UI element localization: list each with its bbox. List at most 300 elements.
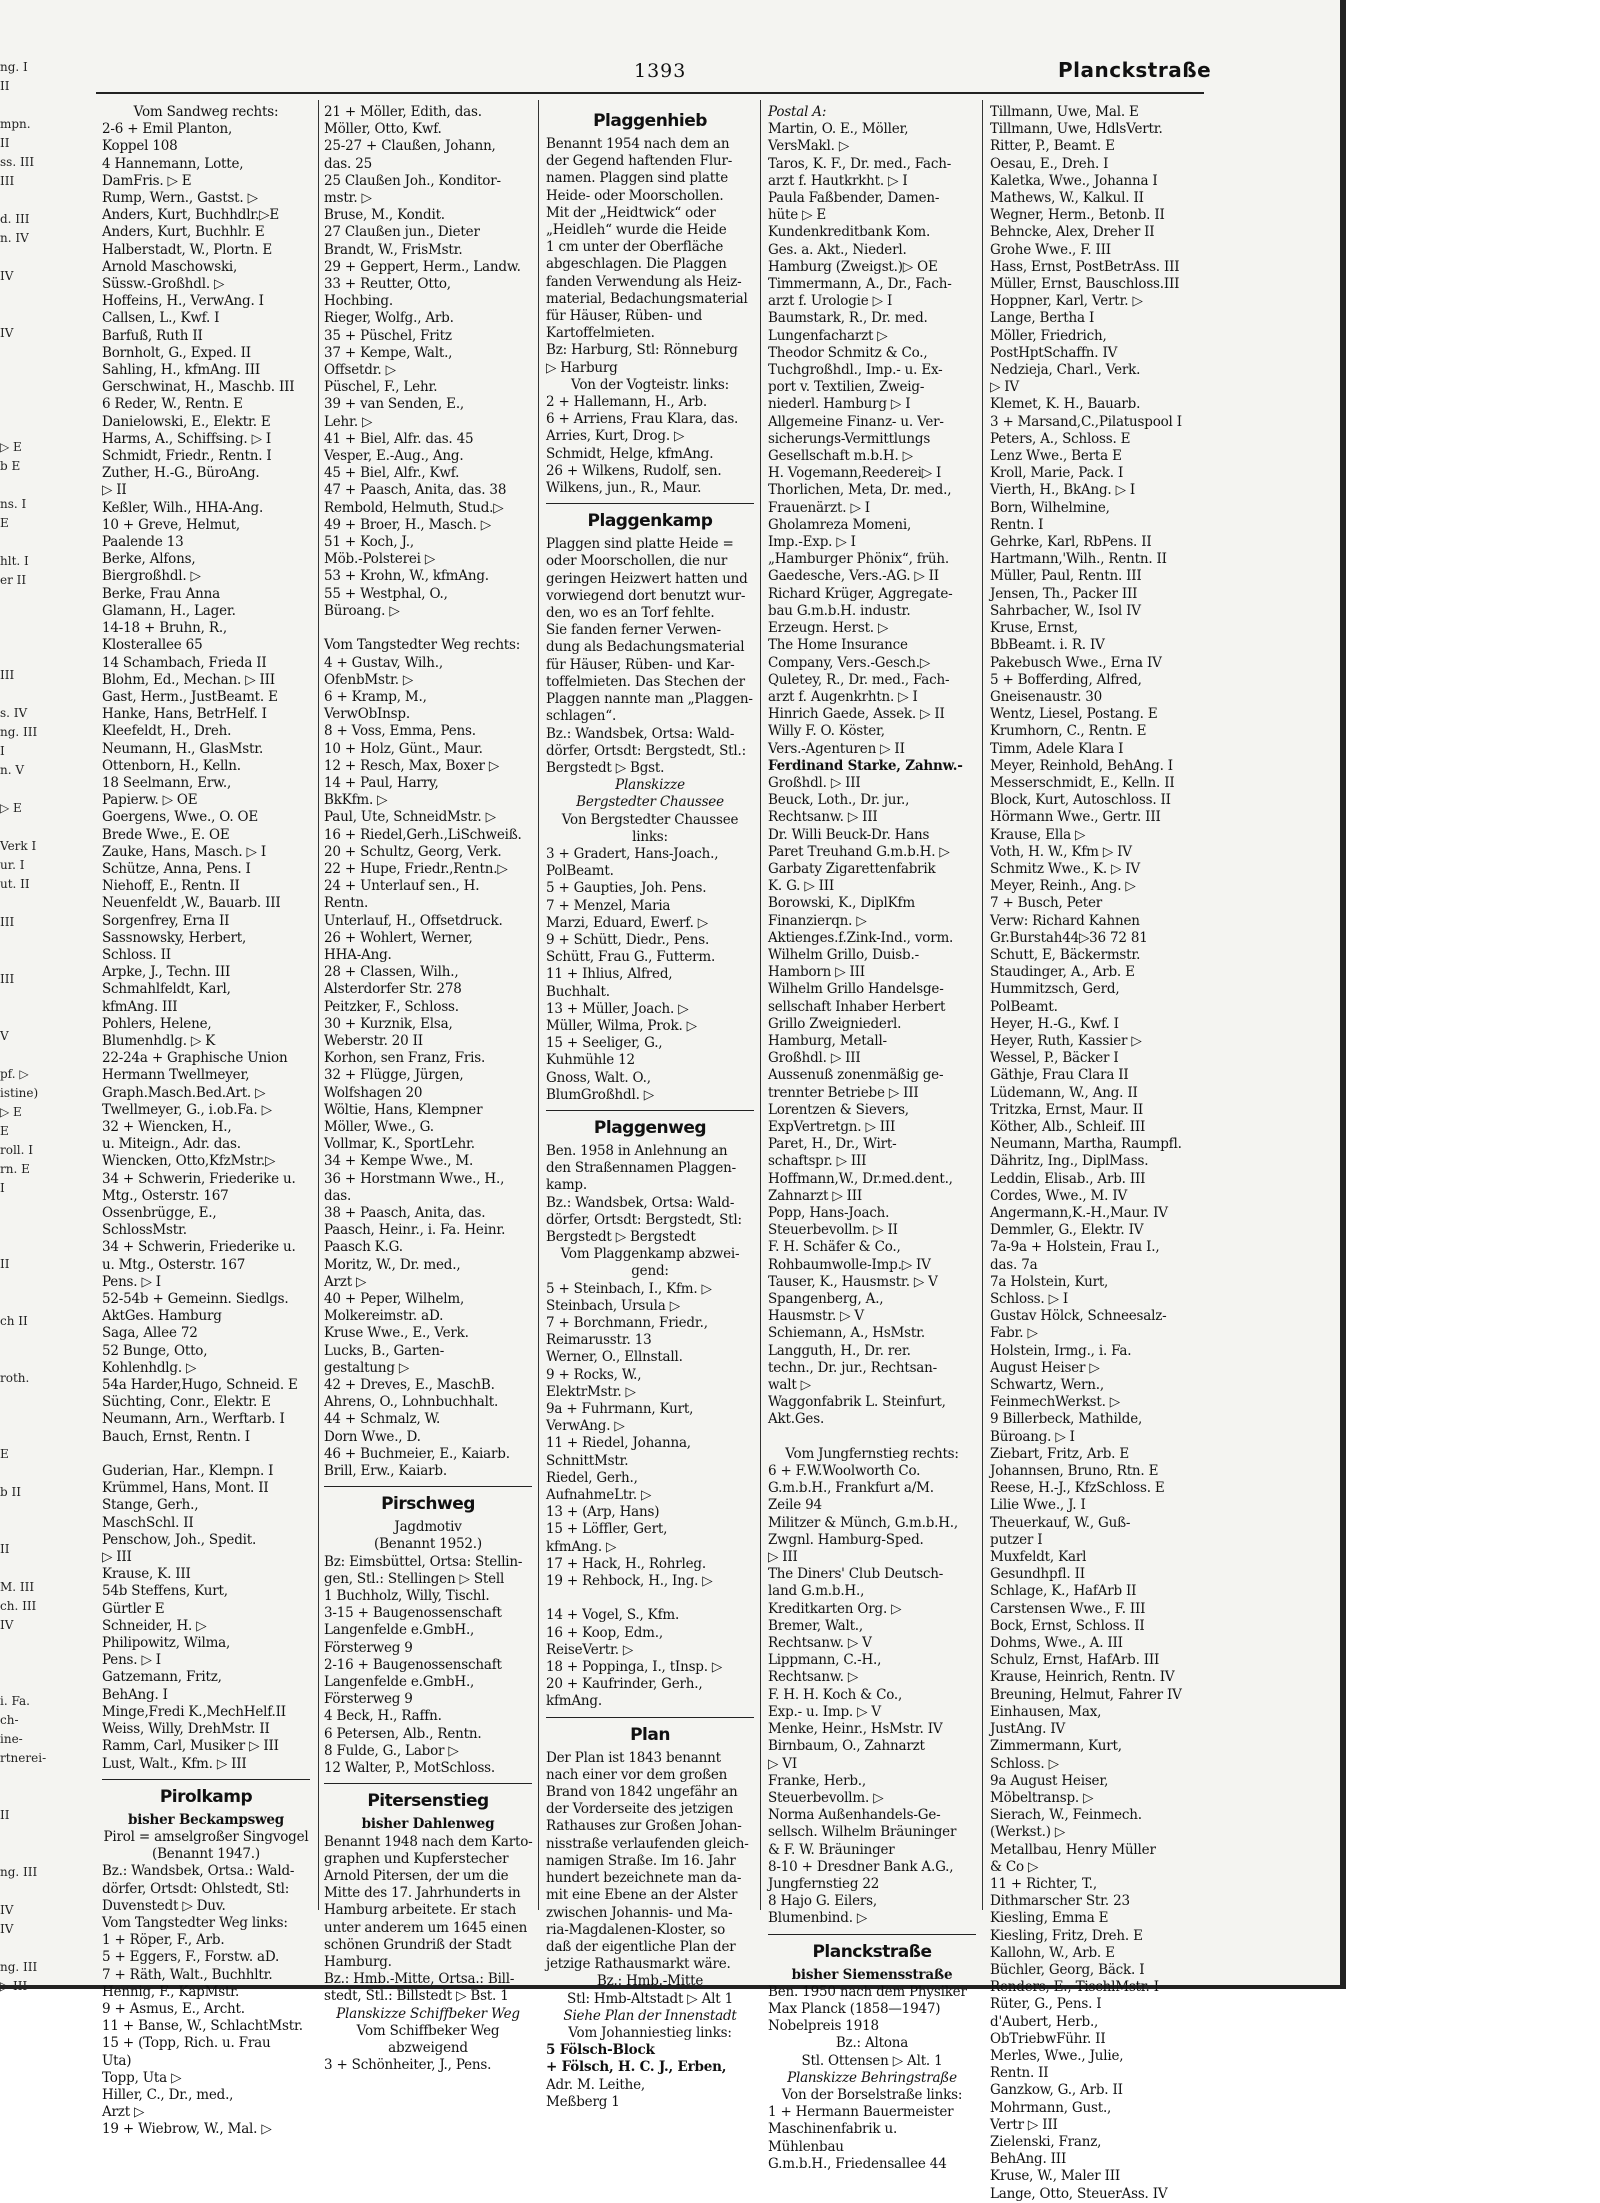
directory-entry: Graph.Masch.Bed.Art. ▷ — [102, 1084, 266, 1101]
directory-entry: Bz.: Hmb.-Mitte, Ortsa.: Bill- — [324, 1971, 515, 1988]
directory-entry: Püschel, F., Lehr. — [324, 379, 438, 396]
directory-entry: Richard Krüger, Aggregate- — [768, 585, 953, 602]
gutter-fragment: M. III — [0, 1580, 35, 1594]
directory-entry: 16 + Koop, Edm., — [546, 1624, 663, 1641]
street-heading: Planckstraße — [812, 1941, 932, 1962]
gutter-fragment: n. V — [0, 763, 25, 777]
directory-entry: Breuning, Helmut, Fahrer IV — [990, 1686, 1182, 1703]
directory-entry: Vom Sandweg rechts: — [133, 104, 279, 120]
directory-entry: Schmahlfeldt, Karl, — [102, 981, 231, 998]
directory-entry: Tillmann, Uwe, Mal. E — [990, 104, 1139, 120]
directory-entry: Plaggen sind platte Heide = — [546, 536, 734, 553]
directory-entry: Molkereimstr. aD. — [324, 1308, 444, 1325]
gutter-fragment: II — [0, 79, 10, 93]
column-5 — [990, 104, 1198, 2202]
directory-entry: Büchler, Georg, Bäck. I — [990, 1961, 1145, 1978]
directory-entry: 3 + Gradert, Hans-Joach., — [546, 845, 719, 862]
directory-entry: Dähritz, Ing., DiplMass. — [990, 1153, 1149, 1170]
directory-entry: Birnbaum, O., Zahnarzt — [768, 1738, 925, 1755]
directory-entry: HHA-Ang. — [324, 946, 392, 963]
directory-entry: F. H. Schäfer & Co., — [768, 1239, 901, 1256]
directory-entry: 3 + Marsand,C.,Pilatuspool I — [990, 413, 1182, 430]
gutter-fragment: ch. III — [0, 1599, 37, 1613]
directory-entry: Paasch K.G. — [324, 1239, 403, 1256]
directory-entry: Marzi, Eduard, Ewerf. ▷ — [546, 914, 708, 931]
directory-entry: Hausmstr. ▷ V — [768, 1308, 864, 1325]
directory-entry: Bauch, Ernst, Rentn. I — [102, 1428, 250, 1445]
directory-entry: Nedzieja, Charl., Verk. — [990, 362, 1141, 379]
directory-entry: Schloss. II — [102, 946, 171, 963]
directory-entry: schaftspr. ▷ III — [768, 1153, 867, 1170]
directory-entry: 34 + Schwerin, Friederike u. — [102, 1170, 296, 1187]
directory-entry: Kaletka, Wwe., Johanna I — [990, 172, 1158, 189]
directory-entry: DamFris. ▷ E — [102, 172, 192, 189]
directory-entry: ▷ III — [768, 1549, 798, 1566]
directory-entry: Saga, Allee 72 — [102, 1325, 198, 1342]
directory-entry: 6 + F.W.Woolworth Co. — [768, 1463, 921, 1480]
directory-entry: Ben. 1958 in Anlehnung an — [546, 1142, 728, 1159]
directory-entry: 14 + Vogel, S., Kfm. — [546, 1607, 680, 1624]
column-3 — [546, 104, 754, 2110]
directory-entry: niederl. Hamburg ▷ I — [768, 396, 911, 413]
directory-entry: Rentn. — [324, 895, 369, 912]
directory-entry: Lust, Walt., Kfm. ▷ III — [102, 1755, 247, 1772]
directory-entry: Försterweg 9 — [324, 1639, 413, 1656]
directory-entry: Benannt 1948 nach dem Karto- — [324, 1833, 533, 1850]
directory-entry: 26 + Wilkens, Rudolf, sen. — [546, 462, 722, 479]
directory-entry: Meyer, Reinhold, BehAng. I — [990, 757, 1173, 774]
directory-entry: Gatzemann, Fritz, — [102, 1669, 222, 1686]
directory-entry: Arzt ▷ — [324, 1273, 367, 1290]
directory-entry: namigen Straße. Im 16. Jahr — [546, 1852, 736, 1869]
directory-entry: Moritz, W., Dr. med., — [324, 1256, 461, 1273]
gutter-fragment: ng. III — [0, 1865, 38, 1879]
directory-entry: Lange, Bertha I — [990, 310, 1095, 327]
directory-entry: 40 + Peper, Wilhelm, — [324, 1291, 465, 1308]
directory-entry: 42 + Dreves, E., MaschB. — [324, 1377, 495, 1394]
directory-entry — [768, 1429, 976, 1446]
gutter-fragment: ▷ III — [0, 1979, 28, 1993]
directory-entry: Neumann, H., GlasMstr. — [102, 740, 264, 757]
gutter-fragment: ▷ E — [0, 801, 22, 815]
directory-entry: Tillmann, Uwe, HdlsVertr. — [990, 121, 1163, 138]
directory-entry: Unterlauf, H., Offsetdruck. — [324, 912, 503, 929]
directory-entry: Willy F. O. Köster, — [768, 723, 885, 740]
directory-entry: material, Bedachungsmaterial — [546, 290, 748, 307]
gutter-fragment: ine- — [0, 1732, 23, 1746]
directory-entry: JustAng. IV — [990, 1721, 1066, 1738]
directory-entry: Company, Vers.-Gesch.▷ — [768, 654, 931, 671]
directory-entry: Reese, H.-J., KfzSchloss. E — [990, 1480, 1165, 1497]
directory-entry: Aktienges.f.Zink-Ind., vorm. — [768, 929, 954, 946]
directory-entry: 30 + Kurznik, Elsa, — [324, 1015, 453, 1032]
directory-entry: August Heiser ▷ — [990, 1359, 1100, 1376]
directory-entry: 11 + Banse, W., SchlachtMstr. — [102, 2018, 303, 2035]
directory-entry: VerwObInsp. — [324, 706, 410, 723]
directory-entry: Gneisenaustr. 30 — [990, 688, 1103, 705]
directory-entry: 37 + Kempe, Walt., — [324, 344, 453, 361]
directory-entry: PolBeamt. — [546, 863, 614, 880]
directory-entry: Krause, K. III — [102, 1566, 191, 1583]
directory-entry: Behncke, Alex, Dreher II — [990, 224, 1155, 241]
directory-entry: Lucks, B., Garten- — [324, 1342, 445, 1359]
directory-entry: 6 + Arriens, Frau Klara, das. — [546, 411, 739, 428]
directory-entry: Kohlenhdlg. ▷ — [102, 1359, 197, 1376]
directory-entry: 4 + Gustav, Wilh., — [324, 654, 443, 671]
directory-entry: + Fölsch, H. C. J., Erben, — [546, 2059, 727, 2076]
directory-entry: Wiencken, Otto,KfzMstr.▷ — [102, 1153, 276, 1170]
gutter-fragment: roth. — [0, 1371, 30, 1385]
directory-entry: AufnahmeLtr. ▷ — [546, 1487, 652, 1504]
directory-entry: Berke, Alfons, — [102, 551, 196, 568]
directory-entry: Gesellschaft m.b.H. ▷ — [768, 448, 913, 465]
directory-entry: 12 + Resch, Max, Boxer ▷ — [324, 757, 500, 774]
directory-entry: 7 + Busch, Peter — [990, 895, 1102, 912]
directory-entry: Kruse, W., Maler III — [990, 2168, 1121, 2185]
directory-entry: Schlage, K., HafArb II — [990, 1583, 1137, 1600]
directory-entry: Ben. 1950 nach dem Physiker — [768, 1983, 967, 2000]
directory-entry: 4 Hannemann, Lotte, — [102, 155, 244, 172]
directory-entry: namen. Plaggen sind platte — [546, 170, 729, 187]
directory-entry: Kundenkreditbank Kom. — [768, 224, 931, 241]
directory-entry: Adr. M. Leithe, — [546, 2076, 646, 2093]
gutter-fragment: ss. III — [0, 155, 35, 169]
directory-entry: Schwartz, Wern., — [990, 1377, 1104, 1394]
directory-entry: Penschow, Joh., Spedit. — [102, 1531, 257, 1548]
section-rule — [546, 1717, 754, 1718]
directory-entry: ▷ VI — [768, 1755, 797, 1772]
directory-entry: 49 + Broer, H., Masch. ▷ — [324, 516, 491, 533]
directory-entry: Muxfeldt, Karl — [990, 1549, 1087, 1566]
directory-entry: Halberstadt, W., Plortn. E — [102, 241, 273, 258]
directory-entry: Köther, Alb., Schleif. III — [990, 1118, 1146, 1135]
directory-entry: „Heidleh“ wurde die Heide — [546, 222, 727, 239]
directory-entry: Vertr ▷ III — [990, 2116, 1058, 2133]
directory-entry: Norma Außenhandels-Ge- — [768, 1807, 941, 1824]
directory-entry: Heyer, Ruth, Kassier ▷ — [990, 1032, 1142, 1049]
directory-entry: 28 + Classen, Wilh., — [324, 964, 459, 981]
directory-entry: Sorgenfrey, Erna II — [102, 912, 230, 929]
directory-entry: 7 + Menzel, Maria — [546, 897, 671, 914]
directory-entry: VerwAng. ▷ — [546, 1418, 625, 1435]
gutter-fragment: ur. I — [0, 858, 25, 872]
directory-entry: Schutt, E, Bäckermstr. — [990, 946, 1141, 963]
directory-entry: Riedel, Gerh., — [546, 1469, 638, 1486]
directory-entry: Ganzkow, G., Arb. II — [990, 2082, 1123, 2099]
directory-entry: Popp, Hans-Joach. — [768, 1205, 890, 1221]
directory-entry: Rathauses zur Großen Johan- — [546, 1818, 742, 1835]
gutter-fragment: III — [0, 972, 15, 986]
directory-entry: Ferdinand Starke, Zahnw.- — [768, 757, 963, 774]
directory-entry: arzt f. Hautkrkht. ▷ I — [768, 172, 908, 189]
directory-entry: 45 + Biel, Alfr., Kwf. — [324, 465, 460, 482]
directory-entry: kfmAng. III — [102, 998, 178, 1015]
directory-entry: Brandt, W., FrisMstr. — [324, 241, 463, 258]
directory-entry: den Straßennamen Plaggen- — [546, 1160, 736, 1177]
directory-entry: Mit der „Heidtwick“ oder — [546, 204, 716, 221]
directory-entry: OfenbMstr. ▷ — [324, 671, 414, 688]
directory-entry: Koppel 108 — [102, 138, 178, 155]
directory-entry: Paalende 13 — [102, 534, 184, 551]
directory-entry: Möbeltransp. ▷ — [990, 1789, 1094, 1806]
directory-entry: 46 + Buchmeier, E., Kaiarb. — [324, 1445, 510, 1462]
directory-entry: Schloss. ▷ I — [990, 1291, 1068, 1308]
directory-entry: 8 Hajo G. Eilers, — [768, 1893, 877, 1910]
gutter-fragment: ns. I — [0, 497, 27, 511]
gutter-fragment: Verk I — [0, 839, 37, 853]
directory-entry: 1 Buchholz, Willy, Tischl. — [324, 1588, 490, 1605]
gutter-fragment: ch II — [0, 1314, 28, 1328]
directory-entry: Kruse, Ernst, — [990, 620, 1078, 637]
directory-entry: bisher Siemensstraße — [791, 1966, 953, 1983]
directory-entry: Planskizze Behringstraße — [787, 2069, 957, 2086]
directory-entry: Pohlers, Helene, — [102, 1015, 212, 1032]
directory-entry: sellsch. Wilhelm Bräuninger — [768, 1824, 957, 1841]
directory-entry: Guderian, Har., Klempn. I — [102, 1463, 274, 1480]
header-rule — [96, 92, 1204, 94]
directory-entry: 6 Petersen, Alb., Rentn. — [324, 1725, 482, 1742]
gutter-fragment: ▷ E — [0, 440, 22, 454]
directory-entry: ▷ IV — [990, 379, 1019, 396]
directory-entry: für Häuser, Rüben- und Kar- — [546, 656, 735, 673]
directory-entry: Leddin, Elisab., Arb. III — [990, 1170, 1146, 1187]
directory-entry: Ossenbrügge, E., — [102, 1205, 217, 1221]
directory-entry: Bz.: Altona — [835, 2035, 909, 2052]
directory-entry: Berke, Frau Anna — [102, 585, 220, 602]
directory-entry: Gäthje, Frau Clara II — [990, 1067, 1129, 1084]
directory-entry: dung als Bedachungsmaterial — [546, 639, 745, 656]
directory-entry: 55 + Westphal, O., — [324, 585, 448, 602]
directory-entry: Anders, Kurt, Buchhlr. E — [102, 224, 265, 241]
directory-entry: 26 + Wohlert, Werner, — [324, 929, 473, 946]
directory-entry: Arries, Kurt, Drog. ▷ — [546, 428, 685, 445]
directory-entry: Verw: Richard Kahnen — [990, 912, 1140, 929]
directory-entry — [102, 1446, 310, 1463]
directory-entry: 6 Reder, W., Rentn. E — [102, 396, 243, 413]
directory-entry: SchnittMstr. — [546, 1452, 629, 1469]
directory-entry: Harms, A., Schiffsing. ▷ I — [102, 430, 271, 447]
directory-entry: Lorentzen & Sievers, — [768, 1101, 909, 1118]
directory-entry: Max Planck (1858—1947) — [768, 2000, 941, 2017]
directory-entry: mstr. ▷ — [324, 190, 372, 207]
directory-entry: Bz: Harburg, Stl: Rönneburg — [546, 342, 738, 359]
directory-entry: nach einer vor dem großen — [546, 1766, 728, 1783]
directory-entry: Dohms, Wwe., A. III — [990, 1635, 1123, 1652]
directory-entry: 11 + Richter, T., — [990, 1875, 1097, 1892]
section-rule — [768, 1934, 976, 1935]
directory-entry: 52-54b + Gemeinn. Siedlgs. — [102, 1291, 289, 1308]
directory-entry: 7 + Borchmann, Friedr., — [546, 1315, 708, 1331]
directory-entry: Kiesling, Emma E — [990, 1910, 1109, 1927]
column-2 — [324, 104, 533, 2074]
column-divider — [982, 100, 983, 1910]
directory-entry: Wentz, Liesel, Postang. E — [990, 706, 1158, 723]
directory-entry: 12 Walter, P., MotSchloss. — [324, 1760, 495, 1777]
street-heading: Plan — [630, 1724, 670, 1745]
directory-entry: 15 + (Topp, Rich. u. Frau — [102, 2035, 271, 2052]
directory-entry: Martin, O. E., Möller, — [768, 121, 909, 138]
directory-entry: arzt f. Urologie ▷ I — [768, 293, 893, 310]
directory-entry: „Hamburger Phönix“, früh. — [768, 551, 949, 568]
directory-entry: ReiseVertr. ▷ — [546, 1641, 634, 1658]
directory-entry: fanden Verwendung als Heiz- — [546, 273, 742, 290]
directory-entry: Hermann Twellmeyer, — [102, 1067, 250, 1084]
directory-entry: 47 + Paasch, Anita, das. 38 — [324, 482, 507, 499]
directory-entry: vorwiegend dort benutzt wur- — [546, 587, 746, 604]
directory-entry: Büroang. ▷ — [324, 602, 400, 619]
directory-entry: Hörmann Wwe., Gertr. III — [990, 809, 1161, 826]
gutter-fragment: ut. II — [0, 877, 30, 891]
directory-entry: d'Aubert, Herb., — [990, 2013, 1099, 2030]
directory-entry: Quletey, R., Dr. med., Fach- — [768, 671, 950, 688]
gutter-fragment: I — [0, 744, 5, 758]
directory-entry: das. — [324, 1187, 352, 1204]
directory-entry: Hamburg arbeitete. Er stach — [324, 1902, 517, 1919]
directory-entry: 9 + Rocks, W., — [546, 1366, 642, 1383]
directory-entry: Sierach, W., Feinmech. — [990, 1807, 1142, 1824]
directory-entry: Neumann, Arn., Werftarb. I — [102, 1411, 285, 1428]
directory-entry: Militzer & Münch, G.m.b.H., — [768, 1514, 958, 1531]
directory-entry: Schütt, Frau G., Futterm. — [546, 949, 716, 966]
directory-entry: Plaggen nannte man „Plaggen- — [546, 691, 753, 708]
gutter-fragment: mpn. — [0, 117, 31, 131]
directory-entry: 16 + Riedel,Gerh.,LiSchweiß. — [324, 826, 522, 843]
directory-entry: Zielenski, Franz, — [990, 2133, 1102, 2150]
directory-entry: Rump, Wern., Gastst. ▷ — [102, 190, 258, 207]
directory-entry: Vers.-Agenturen ▷ II — [768, 740, 905, 757]
directory-entry: 5 + Gaupties, Joh. Pens. — [546, 880, 707, 897]
directory-entry: Dr. Willi Beuck-Dr. Hans — [768, 826, 930, 843]
directory-entry: Der Plan ist 1843 benannt — [546, 1749, 721, 1766]
gutter-fragment: n. IV — [0, 231, 29, 245]
directory-entry: VersMakl. ▷ — [768, 138, 850, 155]
directory-entry: sicherungs-Vermittlungs — [768, 430, 931, 447]
directory-entry: Aussenuß zonenmäßig ge- — [768, 1067, 944, 1084]
directory-entry: Rentn. I — [990, 516, 1044, 533]
street-heading: Plaggenweg — [593, 1117, 707, 1138]
directory-entry: Ziebart, Fritz, Arb. E — [990, 1445, 1129, 1462]
directory-entry: Exp.- u. Imp. ▷ V — [768, 1703, 881, 1720]
directory-entry: 32 + Wiencken, H., — [102, 1118, 232, 1135]
directory-entry: Lenz Wwe., Berta E — [990, 448, 1122, 465]
directory-entry: Büroang. ▷ I — [990, 1428, 1075, 1445]
directory-entry: den, wo es an Torf fehlte. — [546, 605, 715, 622]
directory-entry: 7a-9a + Holstein, Frau I., — [990, 1239, 1160, 1256]
directory-entry: Paret, H., Dr., Wirt- — [768, 1136, 897, 1153]
directory-entry: Zwgnl. Hamburg-Sped. — [768, 1531, 924, 1548]
gutter-fragment: ng. I — [0, 60, 28, 74]
directory-entry: Tuchgroßhdl., Imp.- u. Ex- — [768, 362, 943, 379]
directory-entry: ▷ II — [102, 482, 127, 499]
directory-entry: Gürtler E — [102, 1600, 165, 1617]
directory-entry: Bz.: Wandsbek, Ortsa: Wald- — [546, 725, 735, 742]
directory-entry: 21 + Möller, Edith, das. — [324, 104, 482, 120]
directory-entry: Merles, Wwe., Julie, — [990, 2047, 1124, 2064]
directory-entry: (Werkst.) ▷ — [990, 1824, 1066, 1841]
directory-entry: Bz.: Wandsbek, Ortsa: Wald- — [546, 1194, 735, 1211]
directory-entry: Cordes, Wwe., M. IV — [990, 1187, 1128, 1204]
directory-entry: arzt f. Augenkrhtn. ▷ I — [768, 688, 918, 705]
directory-entry: Beuck, Loth., Dr. jur., — [768, 792, 910, 809]
gutter-fragment: hlt. I — [0, 554, 29, 568]
section-rule — [546, 503, 754, 504]
directory-entry: Timmermann, A., Dr., Fach- — [768, 276, 952, 293]
directory-entry: Theuerkauf, W., Guß- — [990, 1514, 1131, 1531]
directory-entry: Gholamreza Momeni, — [768, 516, 912, 533]
directory-entry: das. 7a — [990, 1256, 1038, 1273]
directory-entry: 7a Holstein, Kurt, — [990, 1273, 1109, 1290]
directory-entry: Paasch, Heinr., i. Fa. Heinr. — [324, 1222, 506, 1239]
directory-entry: Stl. Ottensen ▷ Alt. 1 — [801, 2052, 943, 2069]
directory-entry: Twellmeyer, G., i.ob.Fa. ▷ — [102, 1101, 272, 1118]
gutter-fragment: b II — [0, 1485, 21, 1499]
gutter-fragment: istine) — [0, 1086, 39, 1100]
directory-entry: 2 + Hallemann, H., Arb. — [546, 394, 707, 411]
directory-entry: 44 + Schmalz, W. — [324, 1411, 441, 1428]
directory-entry: 9a + Fuhrmann, Kurt, — [546, 1401, 694, 1418]
directory-entry: BkKfm. ▷ — [324, 792, 388, 809]
directory-entry: Heide- oder Moorschollen. — [546, 187, 724, 204]
directory-entry: Schiemann, A., HsMstr. — [768, 1325, 925, 1342]
directory-entry: Bock, Ernst, Schloss. II — [990, 1617, 1145, 1634]
directory-entry: Arzt ▷ — [102, 2104, 145, 2121]
directory-entry: 11 + Ihlius, Alfred, — [546, 966, 673, 983]
directory-entry: Wilhelm Grillo, Duisb.- — [768, 946, 919, 963]
directory-entry: Schmitz Wwe., K. ▷ IV — [990, 860, 1140, 877]
directory-entry: Mtg., Osterstr. 167 — [102, 1187, 229, 1204]
directory-entry: Rüter, G., Pens. I — [990, 1996, 1102, 2013]
directory-entry: Ahrens, O., Lohnbuchhalt. — [324, 1394, 499, 1411]
directory-entry: Biergroßhdl. ▷ — [102, 568, 201, 585]
directory-entry: 54a Harder,Hugo, Schneid. E — [102, 1377, 298, 1394]
directory-entry: Timm, Adele Klara I — [990, 740, 1124, 757]
directory-entry: Paula Faßbender, Damen- — [768, 190, 940, 207]
directory-entry: Kruse Wwe., E., Verk. — [324, 1325, 469, 1342]
gutter-fragment: III — [0, 668, 15, 682]
directory-entry: Grillo Zweigniederl. — [768, 1015, 902, 1032]
directory-entry: Rohbaumwolle-Imp.▷ IV — [768, 1256, 931, 1273]
directory-entry: Holstein, Irmg., i. Fa. — [990, 1342, 1132, 1359]
directory-entry: Wegner, Herm., Betonb. II — [990, 207, 1165, 224]
directory-entry: 24 + Unterlauf sen., H. — [324, 878, 480, 895]
directory-entry: Langenfelde e.GmbH., — [324, 1674, 475, 1691]
directory-entry: 8 Fulde, G., Labor ▷ — [324, 1742, 459, 1759]
directory-entry: 9a August Heiser, — [990, 1772, 1109, 1789]
directory-entry: Peitzker, F., Schloss. — [324, 998, 459, 1015]
directory-entry: Uta) — [102, 2052, 132, 2069]
directory-entry: Klemet, K. H., Bauarb. — [990, 396, 1141, 413]
directory-entry: Maschinenfabrik u. — [768, 2121, 898, 2138]
gutter-fragment: i. Fa. — [0, 1694, 30, 1708]
street-heading: Pirolkamp — [159, 1786, 253, 1807]
directory-entry: Schulz, Ernst, HafArb. III — [990, 1652, 1160, 1669]
directory-entry: 5 + Eggers, F., Forstw. aD. — [102, 1949, 280, 1966]
directory-entry: Sie fanden ferner Verwen- — [546, 622, 721, 639]
directory-entry: gend: — [631, 1263, 669, 1280]
directory-entry: Bornholt, G., Exped. II — [102, 344, 251, 361]
directory-entry: Langguth, H., Dr. rer. — [768, 1342, 911, 1359]
directory-entry: Ottenborn, H., Kelln. — [102, 757, 241, 774]
directory-entry: (Benannt 1947.) — [152, 1846, 260, 1863]
directory-entry: 19 + Rehbock, H., Ing. ▷ — [546, 1573, 713, 1590]
directory-entry: kamp. — [546, 1177, 587, 1194]
directory-entry: Alsterdorfer Str. 278 — [324, 981, 462, 998]
directory-entry: Rechtsanw. ▷ III — [768, 809, 878, 826]
directory-entry: Försterweg 9 — [324, 1691, 413, 1708]
directory-entry: Bergstedter Chaussee — [576, 794, 724, 811]
directory-entry: 14-18 + Bruhn, R., — [102, 620, 227, 637]
directory-entry: Schütze, Anna, Pens. I — [102, 860, 251, 877]
